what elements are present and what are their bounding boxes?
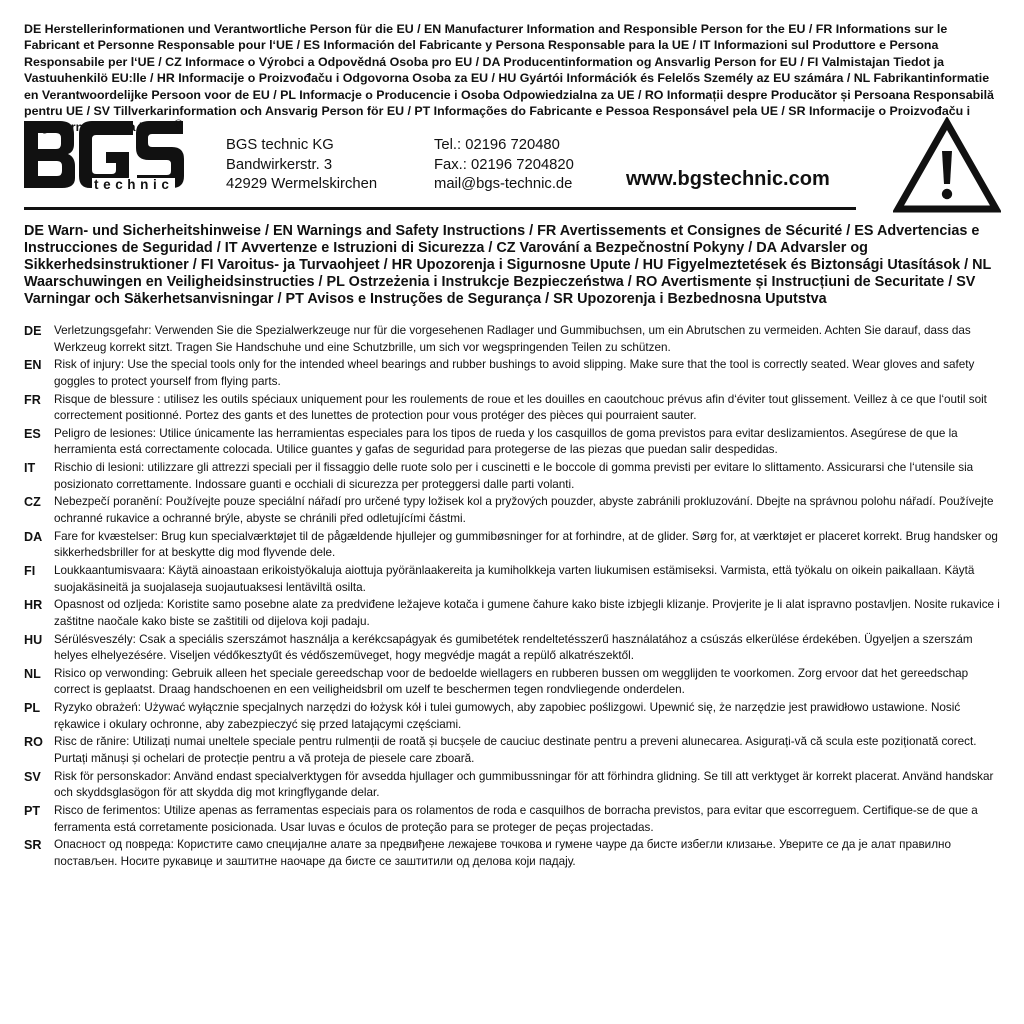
language-code: SV <box>24 769 41 784</box>
instruction-text: Risk för personskador: Använd endast specialverktygen för avsedda hjullager och gummibussningar för att förhindra glidning. Se till att verktyget är korrekt placerat. Använd handskar och skyddsglasögon för att skydda dig mot kringflygande delar. <box>54 769 994 800</box>
registered-mark: ® <box>174 117 183 131</box>
instruction-text: Risk of injury: Use the special tools only for the intended wheel bearings and rubber bushings to avoid slipping. Make sure that the tool is correctly seated. Wear gloves and safety goggles to protect yourself from flying parts. <box>54 358 975 388</box>
warning-triangle-icon <box>893 117 1001 215</box>
instruction-text: Risc de rănire: Utilizați numai uneltele speciale pentru rulmenții de roată și bucșele de cauciuc destinate pentru a preveni alunecarea. Asigurați-vă că scula este poziționată corect. Purtați mănuși și ochelari de protecție pentru a vă proteja de piesele care zboară. <box>54 735 977 765</box>
instruction-text: Peligro de lesiones: Utilice únicamente las herramientas especiales para los tipos de rueda y los casquillos de goma previstos para evitar deslizamientos. Asegúrese de que la herramienta está correctamente colocada. Utilice guantes y gafas de seguridad para protegerse de las piezas que puedan salir despedidas. <box>54 426 958 457</box>
instruction-text: Nebezpečí poranění: Používejte pouze speciální nářadí pro určené typy ložisek kol a pryžových pouzder, abyste zabránili prokluzování. Dbejte na správnou polohu nářadí. Používejte ochranné rukavice a ochranné brýle, abyste se chránili před odletujícími částmi. <box>54 495 994 525</box>
language-code: PL <box>24 701 41 716</box>
instruction-es <box>24 426 1004 460</box>
instruction-pt <box>24 803 1004 837</box>
language-code: IT <box>24 461 36 476</box>
language-code: RO <box>24 735 43 750</box>
instruction-text: Risco de ferimentos: Utilize apenas as ferramentas especiais para os rolamentos de roda e casquilhos de borracha previstos, para evitar que escorreguem. Certifique-se de que a ferramenta está corretamente posicionada. Usar luvas e óculos de proteção para se proteger de peças projectadas. <box>54 803 978 834</box>
instruction-text: Sérülésveszély: Csak a speciális szerszámot használja a kerékcsapágyak és gumibetétek rendeltetésszerű használatához a csúszás elkerülése érdekében. Ügyeljen a szerszám helyes elhelyezésére. Viseljen védőkesztyűt és védőszemüveget, hogy megvédje magát a repülő alkatrészektől. <box>54 632 973 663</box>
language-code: CZ <box>24 495 41 510</box>
instruction-text: Opasnost od ozljeda: Koristite samo posebne alate za predviđene ležajeve kotača i gumene čahure kako biste izbjegli klizanje. Provjerite je li alat ispravno postavljen. Nosite rukavice i zaštitne naočale kako biste se zaštitili od dijelova koji padaju. <box>54 598 1000 628</box>
website-link[interactable]: www.bgstechnic.com <box>626 168 830 190</box>
instruction-text: Опасност од повреда: Користите само специјалне алате за предвиђене лежајеве точкова и гумене чауре да бисте избегли клизање. Уверите се да је алат правилно постављен. Носите рукавице и заштитне наочаре да бисте се заштитили од делова који падају. <box>54 838 951 868</box>
instruction-it <box>24 460 1004 494</box>
instruction-nl <box>24 666 1004 700</box>
instruction-hr <box>24 597 1004 631</box>
safety-instructions-list <box>24 323 1004 872</box>
instruction-text: Risque de blessure : utilisez les outils spéciaux uniquement pour les roulements de roue et les douilles en caoutchouc prévus afin d‘éviter tout glissement. Veillez à ce que l‘outil soit correctement positionné. Portez des gants et des lunettes de protection pour vous protéger des pièces qui pourraient sauter. <box>54 392 987 423</box>
instruction-da <box>24 529 1004 563</box>
manufacturer-info-heading: DE Herstellerinformationen und Verantwortliche Person für die EU / EN Manufacturer Information and Responsible Person for the EU / FR Informations sur le Fabricant et Personne Responsable pour l‘UE / ES Información del Fabricante y Persona Responsable para la UE / IT Informazioni sul Produttore e Persona Responsabile per l‘UE / CZ Informace o Výrobci a Odpovědná Osoba pro EU / DA Producentinformation og Ansvarlig Person for EU / FI Valmistajan Tiedot ja Vastuuhenkilö EU:lle / HR Informacije o Proizvođaču i Odgovorna Osoba za EU / HU Gyártói Információk és Felelős Személy az EU számára / NL Fabrikantinformatie en Verantwoordelijke Persoon voor de EU / PL Informacje o Producencie i Osoba Odpowiedzialna za UE / RO Informații despre Producător și Persoana Responsabilă pentru UE / SV Tillverkarinformation och Ansvarig Person för EU / PT Informações do Fabricante e Pessoa Responsável pela UE / SR Informacije o Proizvođaču i <box>24 22 994 119</box>
instruction-text: Ryzyko obrażeń: Używać wyłącznie specjalnych narzędzi do łożysk kół i tulei gumowych, aby zapobiec poślizgowi. Upewnić się, że narzędzie jest prawidłowo ustawione. Nosić rękawice i okulary ochronne, aby zabezpieczyć się przed latającymi częściami. <box>54 701 961 731</box>
instruction-text: Fare for kvæstelser: Brug kun specialværktøjet til de pågældende hjullejer og gummibøsninger for at forhindre, at de glider. Sørg for, at værktøjet er placeret korrekt. Brug handsker og sikkerhedsbriller for at beskytte dig mod flyvende dele. <box>54 529 998 560</box>
instruction-text: Verletzungsgefahr: Verwenden Sie die Spezialwerkzeuge nur für die vorgesehenen Radlager und Gummibuchsen, um ein Abrutschen zu vermeiden. Achten Sie darauf, dass das Werkzeug korrekt sitzt. Tragen Sie Handschuhe und eine Schutzbrille, um sich vor wegspringenden Teilen zu schützen. <box>54 324 971 354</box>
instruction-text: Loukkaantumisvaara: Käytä ainoastaan erikoistyökaluja aiottuja pyöränlaakereita ja kumiholkkeja varten liukumisen estämiseksi. Varmista, että työkalu on oikein paikallaan. Käytä suojakäsineitä ja suojalaseja suojautuaksesi lentäviltä osilta. <box>54 563 975 594</box>
company-name: BGS technic KG <box>226 137 334 153</box>
logo-subtitle: technic <box>94 177 174 192</box>
language-code: EN <box>24 358 42 373</box>
instruction-pl <box>24 700 1004 734</box>
instruction-sv <box>24 769 1004 803</box>
language-code: FI <box>24 563 36 578</box>
company-address <box>226 136 377 195</box>
language-code: HR <box>24 598 43 613</box>
warnings-heading: DE Warn- und Sicherheitshinweise / EN Warnings and Safety Instructions / FR Avertissements et Consignes de Sécurité / ES Advertencias e Instrucciones de Seguridad / IT Avvertenze e Istruzioni di Sicurezza / CZ Varování a Bezpečnostní Pokyny / DA Advarsler og Sikkerhedsinstruktioner / FI Varoitus- ja Turvaohjeet / HR Upozorenja i Sigurnosne Upute / HU Figyelmeztetések és Biztonsági Utasítások / NL Waarschuwingen en Veiligheidsinstructies / PL Ostrzeżenia i Instrukcje Bezpieczeństwa / RO Avertismente și Instrucțiuni de Securitate / SV Varningar och Säkerhetsanvisningar / PT Avisos e Instruções de Segurança / SR Upozorenja i Bezbednosna Uputstva <box>24 223 992 307</box>
instruction-text: Risico op verwonding: Gebruik alleen het speciale gereedschap voor de bedoelde wiellagers en rubberen bussen om wegglijden te voorkomen. Zorg ervoor dat het gereedschap correct is geplaatst. Draag handschoenen en een veiligheidsbril om uzelf te beschermen tegen rondvliegende onderdelen. <box>54 666 969 697</box>
instruction-en <box>24 357 1004 391</box>
fax-number: Fax.: 02196 7204820 <box>434 156 574 173</box>
language-code: ES <box>24 426 41 441</box>
language-code: HU <box>24 632 43 647</box>
company-street: Bandwirkerstr. 3 <box>226 156 333 173</box>
email-address[interactable]: mail@bgs-technic.de <box>434 176 573 193</box>
instruction-ro <box>24 734 1004 768</box>
instruction-text: Rischio di lesioni: utilizzare gli attrezzi speciali per il fissaggio delle ruote solo per i cuscinetti e le boccole di gomma previsti per evitare lo slittamento. Assicurarsi che l‘utensile sia posizionato correttamente. Indossare guanti e occhiali di sicurezza per proteggersi dalle parti volanti. <box>54 461 974 491</box>
language-code: DA <box>24 529 43 544</box>
bgs-technic-logo <box>24 116 188 196</box>
language-code: FR <box>24 392 41 407</box>
company-contact <box>434 136 574 195</box>
phone-number: Tel.: 02196 720480 <box>434 137 560 153</box>
instruction-hu <box>24 632 1004 666</box>
instruction-de <box>24 323 1004 357</box>
instruction-fr <box>24 392 1004 426</box>
language-code: PT <box>24 803 41 818</box>
instruction-cz <box>24 494 1004 528</box>
instruction-fi <box>24 563 1004 597</box>
company-city: 42929 Wermelskirchen <box>226 176 378 193</box>
language-code: NL <box>24 666 41 681</box>
language-code: SR <box>24 838 42 853</box>
instruction-sr <box>24 837 1004 871</box>
header-divider <box>24 207 856 210</box>
language-code: DE <box>24 324 42 338</box>
